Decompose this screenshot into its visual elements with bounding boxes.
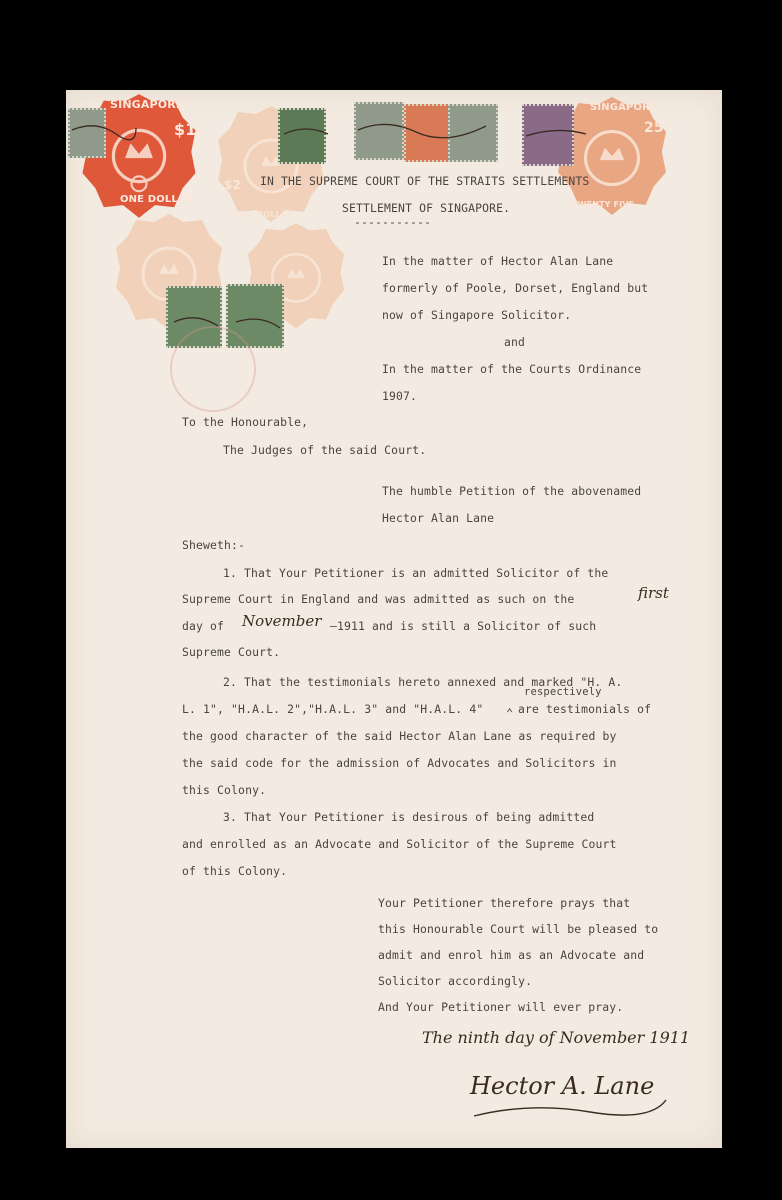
stamp-country-label-right: SINGAPORE [590,102,657,113]
insertion-caret: ⌃ [506,706,514,720]
address-line-1: To the Honourable, [182,415,309,429]
sheweth-label: Sheweth:- [182,538,246,552]
stamp-country-label: SINGAPORE [110,98,184,111]
stamp-words-label: ONE DOLLAR [120,194,194,205]
stamp-value-label-right: 25 [644,120,664,136]
signature-flourish [470,1094,670,1124]
para2-line-2b: are testimonials of [518,702,652,716]
para1-line-4: Supreme Court. [182,645,281,659]
para3-line-1: 3. That Your Petitioner is desirous of being admitted [223,810,595,824]
matter-and: and [504,335,526,349]
stamp-value-label-pale: $2 [224,178,241,192]
matter-line-3: now of Singapore Solicitor. [382,308,572,322]
court-heading: IN THE SUPREME COURT OF THE STRAITS SETTLEMENTS [260,174,590,188]
petition-title-1: The humble Petition of the abovenamed [382,484,642,498]
para2-line-1: 2. That the testimonials hereto annexed and marked "H. A. [223,675,623,689]
document-sheet [66,90,722,1148]
para2-line-5: this Colony. [182,783,267,797]
matter-line-4: In the matter of the Courts Ordinance [382,362,642,376]
prayer-line-1: Your Petitioner therefore prays that [378,896,631,910]
matter-line-5: 1907. [382,389,418,403]
para1-line-3b: —1911 and is still a Solicitor of such [330,619,597,633]
para2-line-4: the said code for the admission of Advocates and Solicitors in [182,756,617,770]
settlement-heading: SETTLEMENT OF SINGAPORE. [342,201,511,215]
faint-embossed-seal [170,326,256,412]
matter-line-1: In the matter of Hector Alan Lane [382,254,614,268]
prayer-line-2: this Honourable Court will be pleased to [378,922,659,936]
para1-line-1: 1. That Your Petitioner is an admitted Solicitor of the [223,566,609,580]
heading-underline: ----------- [354,215,432,229]
stamp-value-label: $1. [174,120,203,139]
para3-line-3: of this Colony. [182,864,288,878]
para3-line-2: and enrolled as an Advocate and Solicitor of the Supreme Court [182,837,617,851]
para1-handwritten-november: November [242,612,322,630]
para1-line-3a: day of [182,619,225,633]
cancellation-scribbles [66,90,722,370]
handwritten-signature: Hector A. Lane [470,1072,655,1100]
petition-title-2: Hector Alan Lane [382,511,495,525]
para2-line-3: the good character of the said Hector Alan Lane as required by [182,729,617,743]
address-line-2: The Judges of the said Court. [223,443,427,457]
para2-insert-respectively: respectively [524,686,602,698]
handwritten-date: The ninth day of November 1911 [422,1028,691,1047]
prayer-line-5: And Your Petitioner will ever pray. [378,1000,624,1014]
para2-line-2a: L. 1", "H.A.L. 2","H.A.L. 3" and "H.A.L. 4" [182,702,484,716]
prayer-line-3: admit and enrol him as an Advocate and [378,948,645,962]
stamp-words-label-pale: TWO DOLLARS [232,210,300,219]
prayer-line-4: Solicitor accordingly. [378,974,533,988]
para1-line-2: Supreme Court in England and was admitted as such on the [182,592,575,606]
matter-line-2: formerly of Poole, Dorset, England but [382,281,649,295]
stamp-words-label-right: TWENTY FIVE [572,200,635,209]
para1-handwritten-first: first [638,584,669,602]
